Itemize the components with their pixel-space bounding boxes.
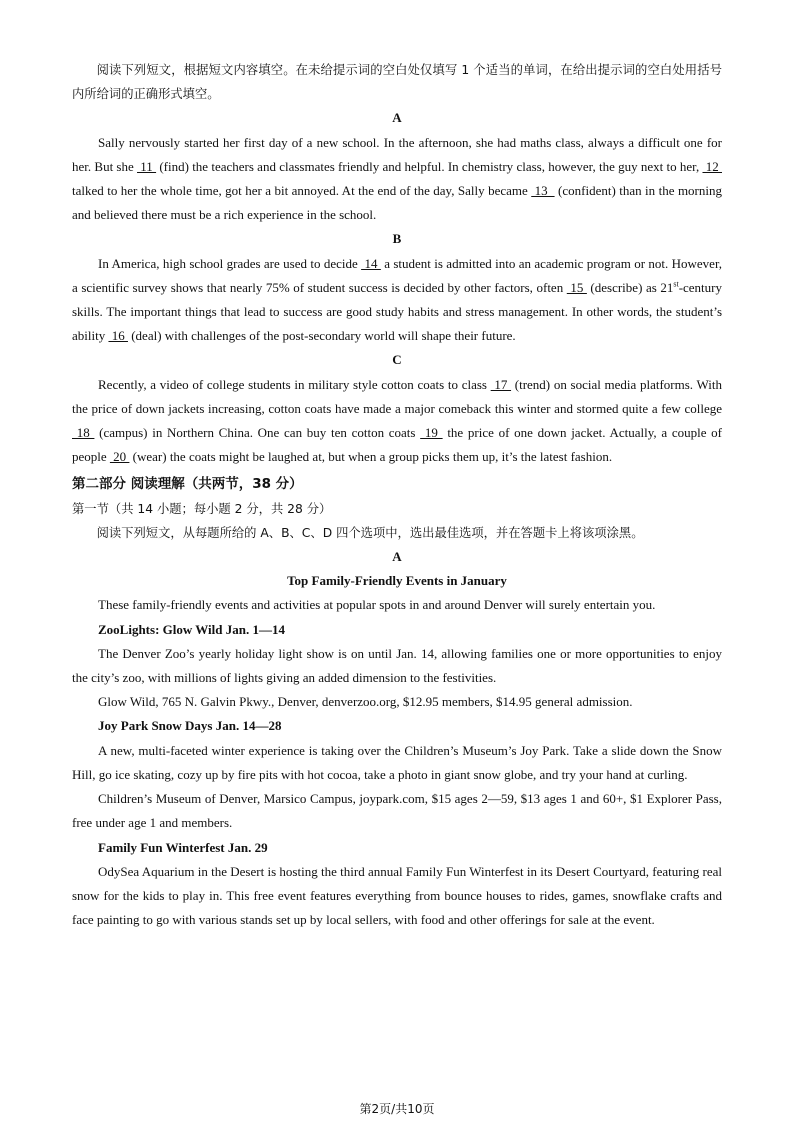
- reading-a-label: A: [392, 549, 402, 565]
- blank-20: 20: [109, 449, 130, 465]
- blank-19: 19: [420, 425, 443, 441]
- section-one-title: 第一节（共 14 小题；每小题 2 分，共 28 分）: [72, 501, 332, 516]
- page-number-footer: 第2页/共10页: [359, 1102, 435, 1116]
- blank-17: 17: [490, 376, 512, 392]
- event-description: A new, multi-faceted winter experience is taking over the Children’s Museum’s Joy Park. Take a slide down the Snow Hill, go ice skating, cozy up by fire pits with hot cocoa, take a photo in giant snow globe, and try your hand at curling.: [72, 742, 722, 782]
- event-heading: Family Fun Winterfest Jan. 29: [98, 839, 268, 855]
- passage-b-label: B: [392, 231, 402, 247]
- blank-14: 14: [361, 255, 381, 271]
- event-info: Glow Wild, 765 N. Galvin Pkwy., Denver, denverzoo.org, $12.95 members, $14.95 general admission.: [98, 694, 633, 710]
- blank-15: 15: [566, 279, 587, 295]
- event-info: Children’s Museum of Denver, Marsico Campus, joypark.com, $15 ages 2—59, $13 ages 1 and 60+, $1 Explorer Pass, free under age 1 and members.: [72, 791, 722, 831]
- passage-a-text: Sally nervously started her first day of a new school. In the afternoon, she had maths class, always a difficult one for her. But she 11 (find) the teachers and classmates friendly and helpful. In chemistry class, however, the guy next to her, 12 talked to her the whole time, got her a bit annoyed. At the end of the day, Sally became 13 (confident) than in the morning and believed there must be a rich experience in the school.: [72, 134, 722, 223]
- passage-c-label: C: [392, 352, 402, 368]
- instructions-reading: 阅读下列短文，从每题所给的 A、B、C、D 四个选项中，选出最佳选项，并在答题卡上将该项涂黑。: [96, 525, 644, 540]
- reading-a-title: Top Family-Friendly Events in January: [287, 573, 507, 589]
- passage-a-label: A: [392, 110, 402, 126]
- blank-11: 11: [137, 158, 157, 174]
- blank-16: 16: [108, 328, 128, 344]
- event-description: OdySea Aquarium in the Desert is hosting the third annual Family Fun Winterfest in its Desert Courtyard, featuring real snow for the kids to play in. This free event features everything from bounce houses to rides, games, snowflake crafts and face painting to go with various stands set up by local sellers, with food and other offerings for sale at the event.: [72, 863, 722, 928]
- blank-18: 18: [72, 425, 95, 441]
- passage-c-text: Recently, a video of college students in military style cotton coats to class 17 (trend) on social media platforms. With the price of down jackets increasing, cotton coats have made a major comeback this winter and stormed quite a few college 18 (campus) in Northern China. One can buy ten cotton coats 19 the price of one down jacket. Actually, a couple of people 20 (wear) the coats might be laughed at, but when a group picks them up, it’s the latest fashion.: [72, 376, 723, 465]
- blank-13: 13: [531, 183, 555, 199]
- instructions-fill-blank: 阅读下列短文，根据短文内容填空。在未给提示词的空白处仅填写 1 个适当的单词，在给出提示词的空白处用括号内所给词的正确形式填空。: [72, 63, 722, 102]
- part-two-title: 第二部分 阅读理解（共两节，38 分）: [72, 476, 303, 493]
- event-heading: Joy Park Snow Days Jan. 14—28: [98, 718, 282, 734]
- superscript-st: st: [673, 279, 679, 289]
- reading-a-intro: These family-friendly events and activities at popular spots in and around Denver will surely entertain you.: [98, 597, 656, 613]
- passage-b-text: In America, high school grades are used to decide 14 a student is admitted into an academic program or not. However, a scientific survey shows that nearly 75% of student success is decided by other factors, often 15 (describe) as 21st-century skills. The important things that lead to success are good study habits and stress management. In other words, the student’s ability 16 (deal) with challenges of the post-secondary world will shape their future.: [72, 255, 723, 344]
- blank-12: 12: [702, 158, 722, 174]
- exam-page: [72, 58, 722, 932]
- event-heading: ZooLights: Glow Wild Jan. 1—14: [98, 621, 285, 637]
- event-description: The Denver Zoo’s yearly holiday light show is on until Jan. 14, allowing families one or more opportunities to enjoy the city’s zoo, with millions of lights giving an added dimension to the festivities.: [72, 645, 722, 686]
